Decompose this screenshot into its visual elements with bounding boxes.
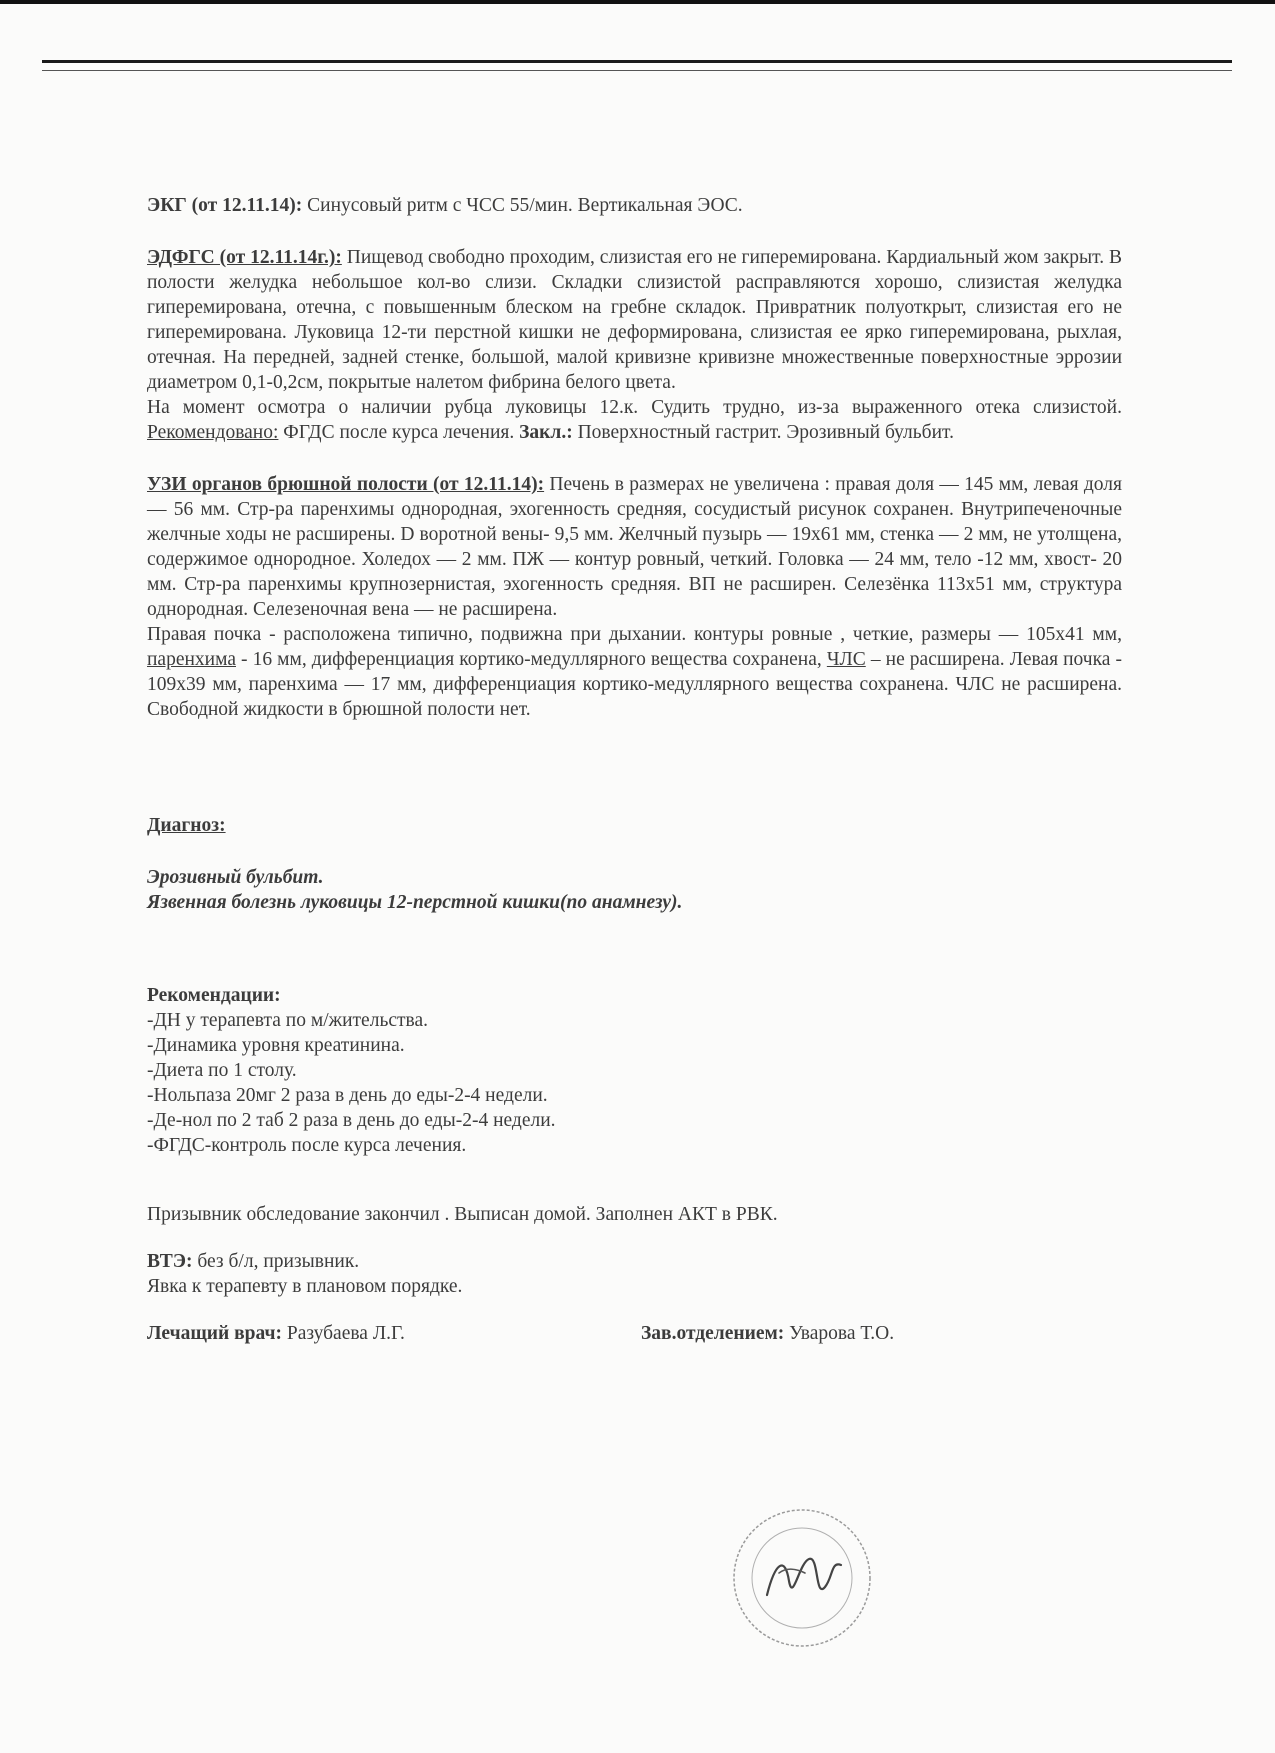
header-rule-thin (42, 70, 1232, 71)
head-label: Зав.отделением: (641, 1323, 785, 1344)
edfgs-text: Пищевод свободно проходим, слизистая его не гиперемирована. Кардиальный жом закрыт. В полости желудка небольшое кол-во слизи. Складки слизистой расправляются хорошо, слизистая желудка гиперемирована, отечна, с повышенным блеском на гребне складок. Привратник полуоткрыт, слизистая его не гиперемирована. Луковица 12-ти перстной кишки не деформирована, слизистая ее ярко гиперемирована, рыхлая, отечная. На передней, задней стенке, большой, малой кривизне кривизне множественные поверхностные эррозии диаметром 0,1-0,2см, покрытые налетом фибрина белого цвета. (147, 247, 1122, 393)
doctor-signature (147, 1321, 405, 1346)
ecg-paragraph (147, 193, 1122, 218)
list-item: -Де-нол по 2 таб 2 раза в день до еды-2-4 недели. (147, 1110, 556, 1131)
signatures (147, 1321, 1122, 1346)
recommended-label: Рекомендовано: (147, 422, 279, 443)
vte-line-2: Явка к терапевту в плановом порядке. (147, 1276, 463, 1297)
usi-text: Печень в размерах не увеличена : правая доля — 145 мм, левая доля — 56 мм. Стр-ра паренхимы однородная, эхогенность средняя, сосудистый рисунок сохранен. Внутрипеченочные желчные ходы не расширены. D воротной вены- 9,5 мм. Желчный пузырь — 19х61 мм, стенка — 2 мм, не утолщена, содержимое однородное. Холедох — 2 мм. ПЖ — контур ровный, четкий. Головка — 24 мм, тело -12 мм, хвост- 20 мм. Стр-ра паренхимы крупнозернистая, эхогенность средняя. ВП не расширен. Селезёнка 113х51 мм, структура однородная. Селезеночная вена — не расширена. (147, 474, 1122, 620)
edfgs-text-2: На момент осмотра о наличии рубца луковицы 12.к. Судить трудно, из-за выраженного отека слизистой. (147, 397, 1122, 418)
usi-paragraph (147, 472, 1122, 622)
stamp-signature-icon (727, 1503, 877, 1653)
parenchyma-word: паренхима (147, 649, 236, 670)
scan-top-edge (0, 0, 1275, 4)
vte-label: ВТЭ: (147, 1251, 193, 1272)
list-item: -Динамика уровня креатинина. (147, 1035, 405, 1056)
document-body (147, 193, 1122, 1346)
diagnosis-block (147, 865, 1122, 915)
list-item: -ФГДС-контроль после курса лечения. (147, 1135, 467, 1156)
conclusion-label: Закл.: (519, 422, 573, 443)
recommended-text: ФГДС после курса лечения. (278, 422, 520, 443)
edfgs-paragraph (147, 245, 1122, 395)
head-signature (641, 1321, 894, 1346)
ecg-text: Синусовый ритм с ЧСС 55/мин. Вертикальная ЭОС. (302, 195, 743, 216)
usi-label: УЗИ органов брюшной полости (от 12.11.14): (147, 474, 545, 495)
edfgs-paragraph-2 (147, 395, 1122, 445)
kidney-text-b: - 16 мм, дифференциация кортико-медуллярного вещества сохранена, (235, 649, 827, 670)
doctor-label: Лечащий врач: (147, 1323, 282, 1344)
outcome-text: Призывник обследование закончил . Выписан домой. Заполнен АКТ в РВК. (147, 1204, 778, 1225)
conclusion-text: Поверхностный гастрит. Эрозивный бульбит. (572, 422, 954, 443)
kidney-paragraph (147, 622, 1122, 722)
doctor-name: Разубаева Л.Г. (281, 1323, 405, 1344)
recommendations-title: Рекомендации: (147, 985, 281, 1006)
diagnosis-title: Диагноз: (147, 815, 226, 836)
vte-block (147, 1249, 1122, 1299)
vte-text: без б/л, призывник. (192, 1251, 360, 1272)
list-item: -Нольпаза 20мг 2 раза в день до еды-2-4 недели. (147, 1085, 548, 1106)
kidney-text-c: – не расширена. Левая почка - 109х39 мм, паренхима — 17 мм, дифференциация кортико-медуллярного вещества сохранена. ЧЛС не расширена. Свободной жидкости в брюшной полости нет. (147, 649, 1122, 720)
chls-word: ЧЛС (826, 649, 866, 670)
head-name: Уварова Т.О. (784, 1323, 895, 1344)
list-item: -Диета по 1 столу. (147, 1060, 297, 1081)
kidney-text-a: Правая почка - расположена типично, подвижна при дыхании. контуры ровные , четкие, размеры — 105х41 мм, (147, 624, 1122, 645)
edfgs-label: ЭДФГС (от 12.11.14г.): (147, 247, 342, 268)
list-item: -ДН у терапевта по м/жительства. (147, 1010, 428, 1031)
ecg-label: ЭКГ (от 12.11.14): (147, 195, 303, 216)
diagnosis-line: Язвенная болезнь луковицы 12-перстной кишки(по анамнезу). (147, 892, 683, 913)
diagnosis-line: Эрозивный бульбит. (147, 867, 324, 888)
header-rule (42, 60, 1232, 63)
recommendations-list (147, 1008, 1122, 1158)
